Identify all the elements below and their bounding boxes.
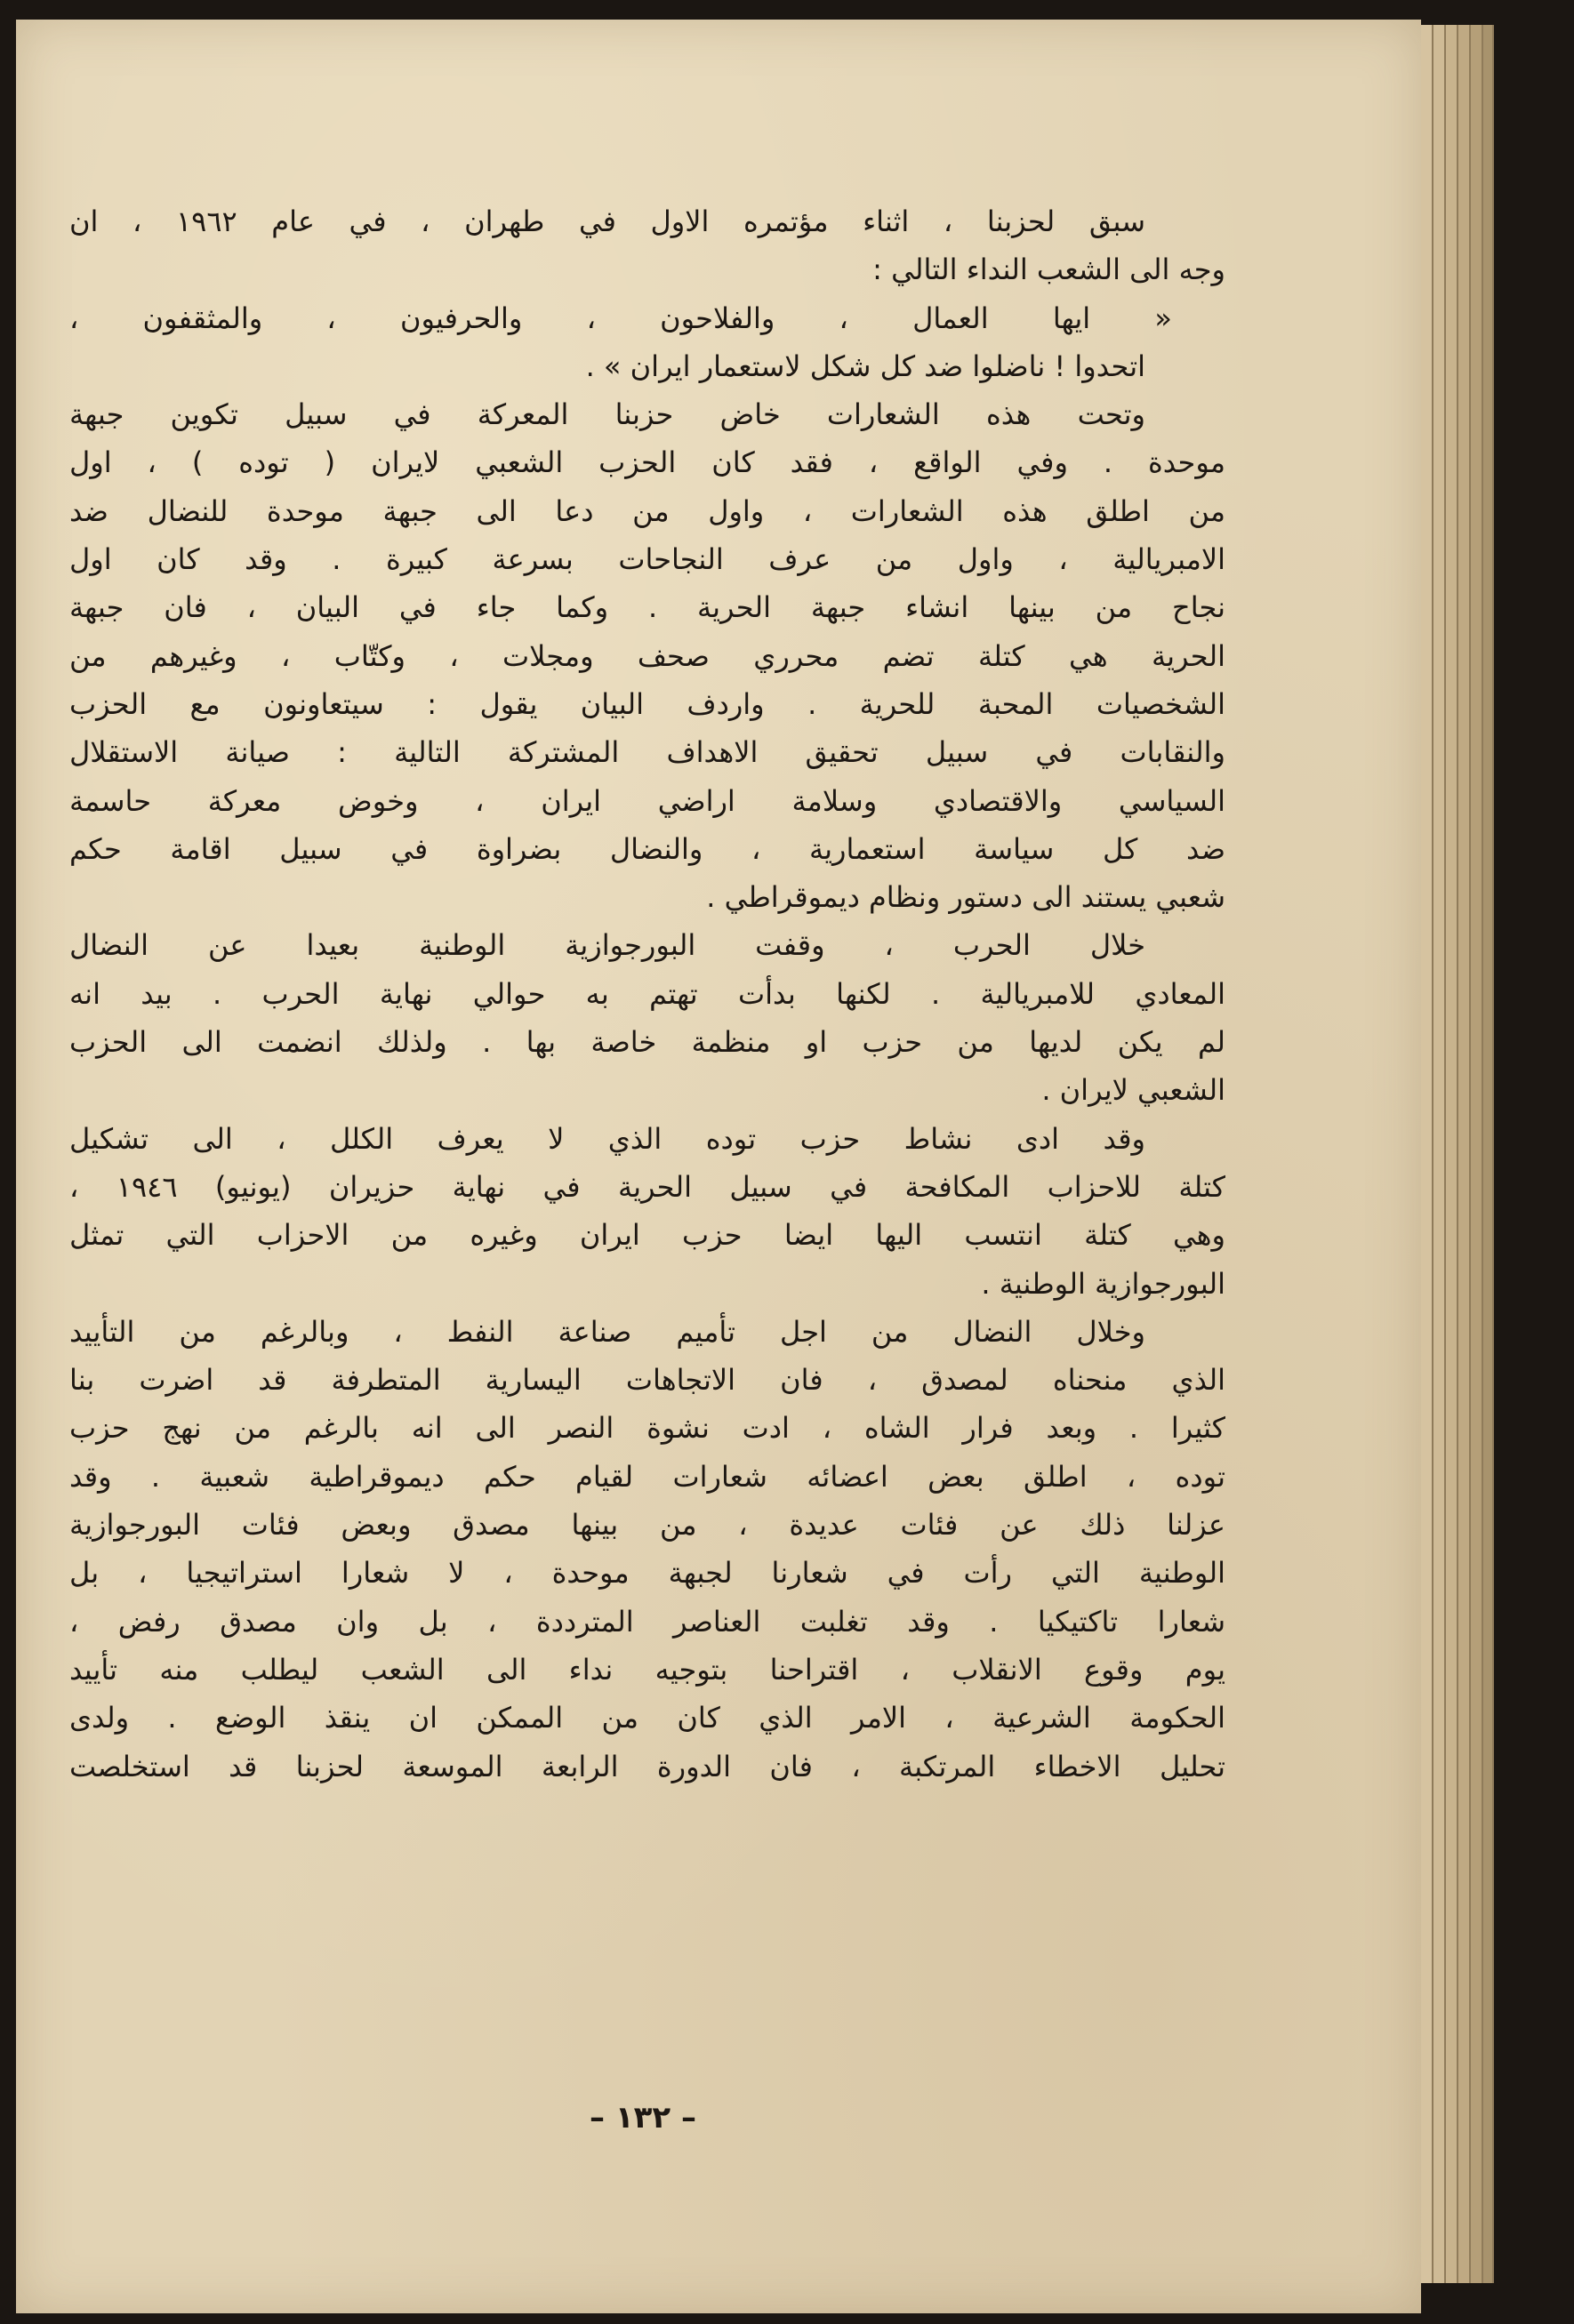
text-line: الشخصيات المحبة للحرية . واردف البيان يقول : سيتعاونون مع الحزب: [69, 686, 1225, 721]
text-line: الامبريالية ، واول من عرف النجاحات بسرعة كبيرة . وقد كان اول: [69, 542, 1225, 577]
text-line: الحرية هي كتلة تضم محرري صحف ومجلات ، وكتّاب ، وغيرهم من: [69, 638, 1225, 673]
text-line: الذي منحناه لمصدق ، فان الاتجاهات اليسارية المتطرفة قد اضرت بنا: [69, 1363, 1225, 1398]
text-line: تحليل الاخطاء المرتكبة ، فان الدورة الرابعة الموسعة لحزبنا قد استخلصت: [69, 1749, 1225, 1783]
text-line: الحكومة الشرعية ، الامر الذي كان من الممكن ان ينقذ الوضع . ولدى: [69, 1701, 1225, 1735]
text-line: والنقابات في سبيل تحقيق الاهداف المشتركة التالية : صيانة الاستقلال: [69, 735, 1225, 770]
text-line: « ايها العمال ، والفلاحون ، والحرفيون ، والمثقفون ،: [69, 301, 1172, 335]
page-edge: [1446, 25, 1458, 2283]
text-line: السياسي والاقتصادي وسلامة اراضي ايران ، وخوض معركة حاسمة: [69, 783, 1225, 818]
page-number: – ١٣٢ –: [590, 2100, 696, 2136]
text-line: لم يكن لديها من حزب او منظمة خاصة بها . ولذلك انضمت الى الحزب: [69, 1025, 1225, 1060]
text-line: كتلة للاحزاب المكافحة في سبيل الحرية في نهاية حزيران (يونيو) ١٩٤٦ ،: [69, 1169, 1225, 1204]
page-edge: [1483, 25, 1494, 2283]
text-line: المعادي للامبريالية . لكنها بدأت تهتم به حوالي نهاية الحرب . بيد انه: [69, 976, 1225, 1011]
page-edge: [1433, 25, 1446, 2283]
text-line: يوم وقوع الانقلاب ، اقتراحنا بتوجيه نداء الى الشعب ليطلب منه تأييد: [69, 1652, 1225, 1687]
text-line: موحدة . وفي الواقع ، فقد كان الحزب الشعبي لايران ( توده ) ، اول: [69, 445, 1225, 480]
page-edge: [1421, 25, 1433, 2283]
text-line: من اطلق هذه الشعارات ، واول من دعا الى جبهة موحدة للنضال ضد: [69, 493, 1225, 528]
text-line: شعبي يستند الى دستور ونظام ديموقراطي .: [706, 880, 1225, 915]
text-line: خلال الحرب ، وقفت البورجوازية الوطنية بعيدا عن النضال: [69, 928, 1145, 963]
text-line: اتحدوا ! ناضلوا ضد كل شكل لاستعمار ايران » .: [585, 349, 1145, 383]
text-line: شعارا تاكتيكيا . وقد تغلبت العناصر المترددة ، بل وان مصدق رفض ،: [69, 1604, 1225, 1639]
text-line: سبق لحزبنا ، اثناء مؤتمره الاول في طهران ، في عام ١٩٦٢ ، ان: [69, 204, 1146, 238]
page-edge: [1471, 25, 1483, 2283]
text-line: توده ، اطلق بعض اعضائه شعارات لقيام حكم ديموقراطية شعبية . وقد: [69, 1459, 1225, 1494]
text-line: الشعبي لايران .: [1041, 1073, 1225, 1108]
text-line: وخلال النضال من اجل تأميم صناعة النفط ، وبالرغم من التأييد: [69, 1314, 1145, 1349]
text-line: نجاح من بينها انشاء جبهة الحرية . وكما جاء في البيان ، فان جبهة: [69, 590, 1225, 625]
book-page: [16, 20, 1421, 2313]
text-line: ضد كل سياسة استعمارية ، والنضال بضراوة في سبيل اقامة حكم: [69, 831, 1225, 866]
text-line: الوطنية التي رأت في شعارنا لجبهة موحدة ، لا شعارا استراتيجيا ، بل: [69, 1556, 1225, 1591]
text-line: عزلنا ذلك عن فئات عديدة ، من بينها مصدق وبعض فئات البورجوازية: [69, 1508, 1225, 1543]
text-line: البورجوازية الوطنية .: [981, 1266, 1225, 1301]
page-body-text: [69, 197, 1225, 1791]
text-line: وجه الى الشعب النداء التالي :: [872, 252, 1225, 287]
text-line: كثيرا . وبعد فرار الشاه ، ادت نشوة النصر الى انه بالرغم من نهج حزب: [69, 1411, 1225, 1446]
text-line: وهي كتلة انتسب اليها ايضا حزب ايران وغيره من الاحزاب التي تمثل: [69, 1218, 1225, 1253]
text-line: وقد ادى نشاط حزب توده الذي لا يعرف الكلل ، الى تشكيل: [69, 1121, 1145, 1156]
page-edge: [1458, 25, 1471, 2283]
text-line: وتحت هذه الشعارات خاض حزبنا المعركة في سبيل تكوين جبهة: [69, 397, 1145, 432]
